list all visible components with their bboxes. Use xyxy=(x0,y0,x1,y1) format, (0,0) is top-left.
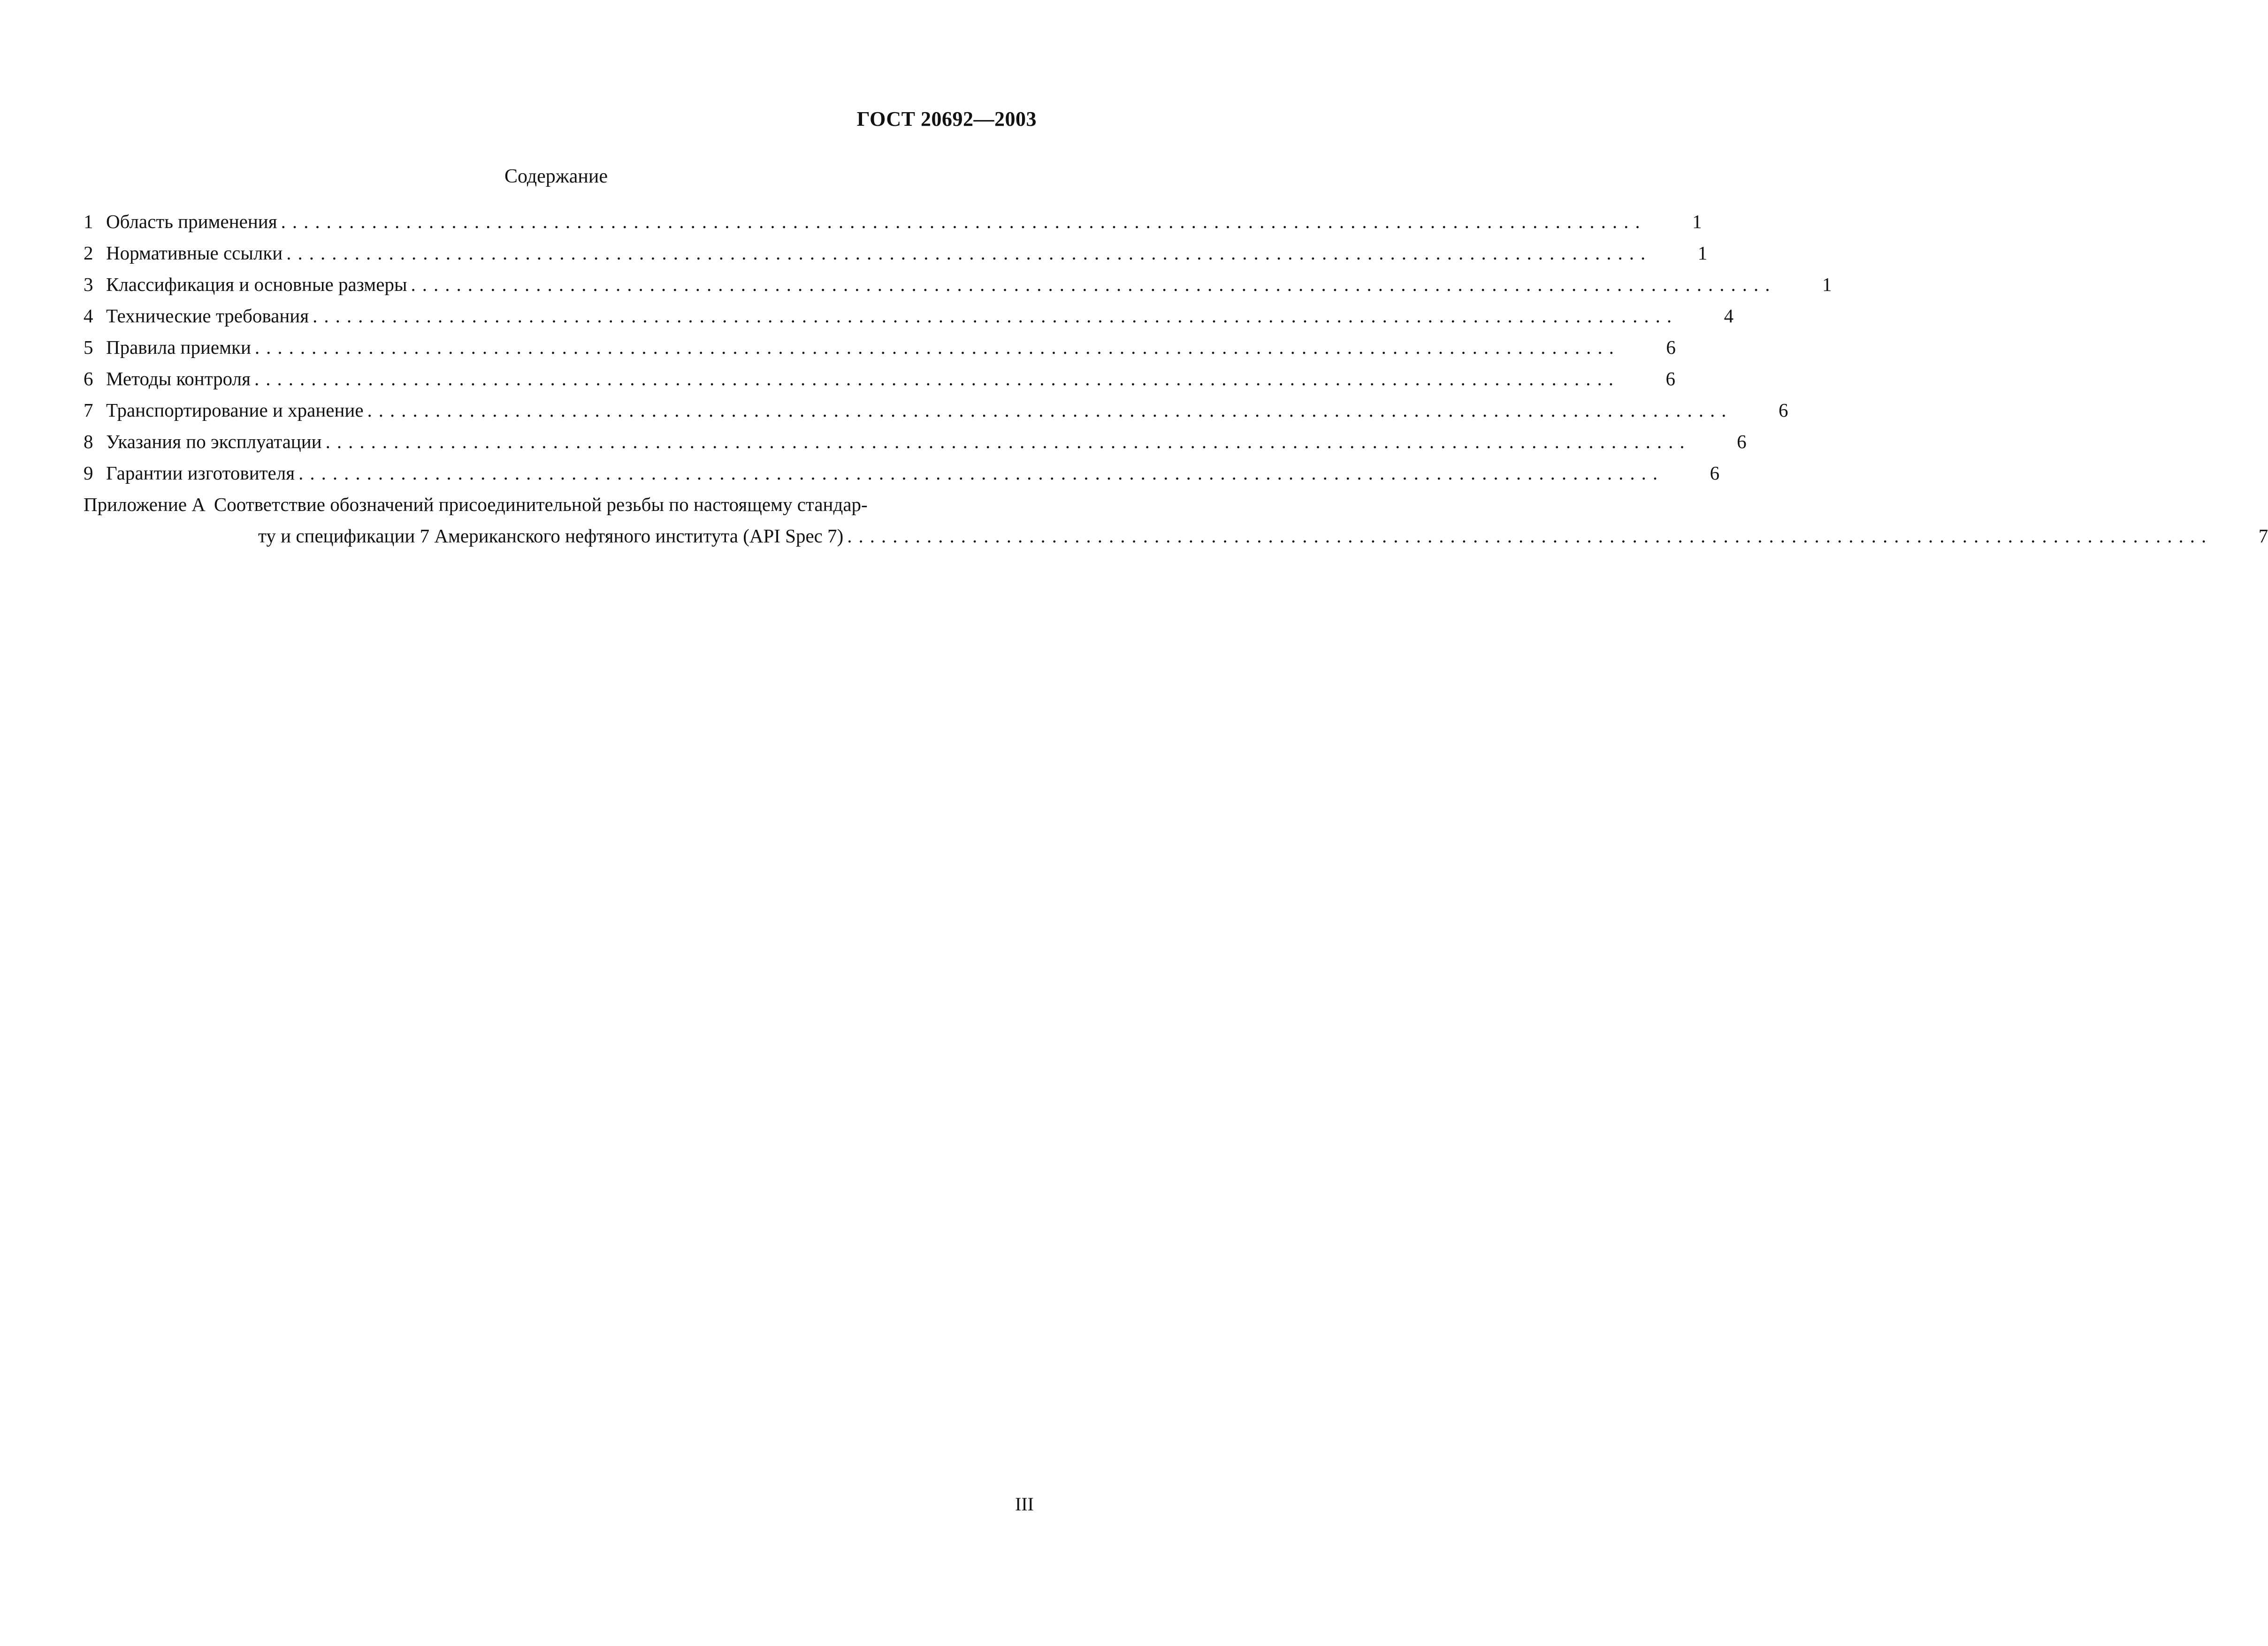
appendix-prefix: Приложение А xyxy=(84,494,206,515)
toc-item[interactable] xyxy=(84,210,1702,242)
dot-leader: ........................................................................................................................ xyxy=(325,431,1691,452)
toc-item[interactable] xyxy=(84,462,1720,493)
dot-leader: ........................................................................................................................ xyxy=(313,305,1679,327)
toc-item-number: 8 xyxy=(84,431,93,452)
table-of-contents xyxy=(84,210,2268,556)
toc-item-page: 6 xyxy=(1710,462,1720,484)
dot-leader: ........................................................................................................................ xyxy=(254,368,1620,389)
toc-item-number: 2 xyxy=(84,242,93,264)
toc-item-page: 6 xyxy=(1737,431,1747,452)
toc-item[interactable] xyxy=(84,305,1734,336)
dot-leader: ........................................................................................................................ xyxy=(281,211,1647,232)
toc-appendix-item[interactable] xyxy=(84,493,2268,556)
toc-item-number: 1 xyxy=(84,211,93,232)
toc-item-page: 1 xyxy=(1692,211,1702,232)
toc-item[interactable] xyxy=(84,273,1832,305)
toc-item-label: Правила приемки xyxy=(106,336,251,358)
toc-item-number: 4 xyxy=(84,305,93,327)
toc-item-page: 6 xyxy=(1666,336,1676,358)
toc-item-number: 6 xyxy=(84,368,93,389)
dot-leader: ........................................................................................................................ xyxy=(298,462,1665,484)
appendix-first-line xyxy=(84,493,1036,525)
toc-item-label: Область применения xyxy=(106,211,277,232)
toc-item[interactable] xyxy=(84,336,1676,367)
toc-item-label: Технические требования xyxy=(106,305,309,327)
dot-leader: ........................................................................................................................ xyxy=(286,242,1652,264)
dot-leader: ........................................................................................................................ xyxy=(367,399,1733,421)
appendix-title-part1: Соответствие обозначений присоединительной резьбы по настоящему стандар- xyxy=(214,494,868,515)
toc-item-page: 6 xyxy=(1665,368,1675,389)
toc-item-number: 9 xyxy=(84,462,93,484)
page-number: III xyxy=(1015,1494,1034,1515)
toc-item[interactable] xyxy=(84,399,1788,430)
dot-leader: ........................................................................................................................ xyxy=(411,274,1777,295)
toc-item-page: 4 xyxy=(1724,305,1734,327)
dot-leader: ........................................................................................................................ xyxy=(847,525,2213,547)
document-code: ГОСТ 20692—2003 xyxy=(856,107,1037,130)
toc-item-label: Указания по эксплуатации xyxy=(106,431,322,452)
toc-item-label: Транспортирование и хранение xyxy=(106,399,364,421)
toc-item-page: 1 xyxy=(1697,242,1708,264)
toc-item-label: Гарантии изготовителя xyxy=(106,462,295,484)
toc-item-label: Нормативные ссылки xyxy=(106,242,283,264)
toc-title: Содержание xyxy=(504,166,608,187)
toc-item-page: 1 xyxy=(1822,274,1832,295)
toc-item-page: 7 xyxy=(2258,525,2268,547)
toc-item[interactable] xyxy=(84,367,1675,399)
dot-leader: ........................................................................................................................ xyxy=(254,336,1620,358)
appendix-title-part2: ту и спецификации 7 Американского нефтяного института (API Spec 7) xyxy=(258,525,844,547)
toc-item-page: 6 xyxy=(1779,399,1788,421)
toc-item-label: Методы контроля xyxy=(106,368,251,389)
toc-item-number: 5 xyxy=(84,336,93,358)
toc-item[interactable] xyxy=(84,430,1747,462)
toc-item-number: 3 xyxy=(84,274,93,295)
toc-item[interactable] xyxy=(84,242,1708,273)
toc-item-number: 7 xyxy=(84,399,93,421)
toc-item-label: Классификация и основные размеры xyxy=(106,274,407,295)
appendix-second-line xyxy=(84,525,2268,556)
